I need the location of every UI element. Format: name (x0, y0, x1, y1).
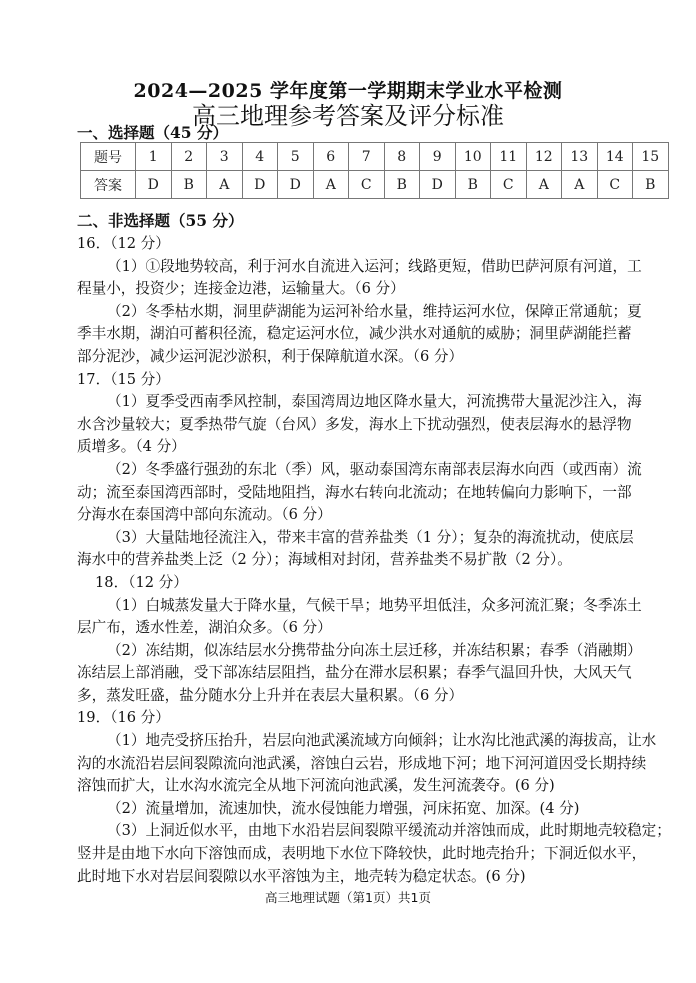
text-line: 18．（12 分） (95, 573, 188, 591)
text-line: （1）白城蒸发量大于降水量，气候干旱；地势平坦低洼，众多河流汇聚；冬季冻土 (107, 596, 642, 614)
answer-paragraph (77, 256, 642, 301)
answer-row (81, 171, 669, 199)
question-heading (77, 369, 623, 392)
question-number-cell: 2 (171, 143, 207, 171)
answer-cell: D (278, 171, 314, 199)
text-line: 此时地下水对岩层间裂隙以水平溶蚀为主，地壳转为稳定状态。(6 分) (77, 867, 526, 885)
text-line: 多，蒸发旺盛，盐分随水分上升并在表层大量积累。（6 分） (77, 686, 464, 704)
answer-cell: B (171, 171, 207, 199)
question-number-cell: 6 (313, 143, 349, 171)
answer-cell: B (384, 171, 420, 199)
text-line: 17．（15 分） (77, 370, 170, 388)
answer-cell: A (313, 171, 349, 199)
question-number-cell: 3 (207, 143, 243, 171)
row-label: 题号 (81, 143, 136, 171)
row-label: 答案 (81, 171, 136, 199)
text-line: 沟的水流沿岩层间裂隙流向池武溪，溶蚀白云岩，形成地下河；地下河河道因受长期持续 (77, 754, 647, 772)
answer-cell: D (136, 171, 172, 199)
question-number-cell: 15 (633, 143, 669, 171)
answer-cell: C (597, 171, 633, 199)
answer-paragraph (77, 301, 642, 369)
question-heading (77, 233, 623, 256)
answer-cell: A (526, 171, 562, 199)
text-line: （1）夏季受西南季风控制，泰国湾周边地区降水量大，河流携带大量泥沙注入，海 (107, 393, 642, 411)
answer-cell: A (207, 171, 243, 199)
answer-cell: C (491, 171, 527, 199)
question-number-cell: 11 (491, 143, 527, 171)
question-number-cell: 7 (349, 143, 385, 171)
question-number-row (81, 143, 669, 171)
answer-paragraph (77, 730, 657, 798)
answer-body (77, 233, 671, 888)
text-line: （2）流量增加，流速加快，流水侵蚀能力增强，河床拓宽、加深。(4 分) (107, 799, 580, 817)
answer-cell: C (349, 171, 385, 199)
text-line: 竖井是由地下水向下溶蚀而成，表明地下水位下降较快，此时地壳抬升；下洞近似水平， (77, 845, 647, 863)
question-number-cell: 10 (455, 143, 491, 171)
answer-table (80, 142, 669, 199)
text-line: 海水中的营养盐类上泛（2 分）；海域相对封闭，营养盐类不易扩散（2 分）。 (77, 551, 572, 569)
text-line: 溶蚀而扩大，让水沟水流完全从地下河流向池武溪，发生河流袭夺。(6 分) (77, 777, 555, 795)
answer-cell: D (242, 171, 278, 199)
text-line: （2）冬季枯水期，洞里萨湖能为运河补给水量，维持运河水位，保障正常通航；夏 (107, 302, 642, 320)
document-subtitle: 高三地理参考答案及评分标准 (192, 102, 504, 130)
text-line: 层广布，透水性差，湖泊众多。（6 分） (77, 619, 332, 637)
answer-cell: B (633, 171, 669, 199)
question-number-cell: 9 (420, 143, 456, 171)
text-line: 部分泥沙，减少运河泥沙淤积，利于保障航道水深。（6 分） (77, 347, 464, 365)
answer-paragraph (77, 459, 642, 527)
question-number-cell: 5 (278, 143, 314, 171)
question-heading (77, 572, 623, 595)
text-line: 质增多。（4 分） (77, 438, 186, 456)
question-number-cell: 12 (526, 143, 562, 171)
answer-paragraph (77, 527, 634, 572)
text-line: 程量小，投资少；连接金边港，运输量大。（6 分） (77, 280, 405, 298)
text-line: （2）冬季盛行强劲的东北（季）风，驱动泰国湾东南部表层海水向西（或西南）流 (107, 460, 642, 478)
section-heading-choice: 一、选择题（45 分） (77, 123, 228, 142)
document-title: 2024—2025 学年度第一学期期末学业水平检测 (133, 80, 563, 102)
text-line: 冻结层上部消融，受下部冻结层阻挡，盐分在滞水层积累；春季气温回升快，大风天气 (77, 664, 632, 682)
question-number-cell: 1 (136, 143, 172, 171)
text-line: 16．（12 分） (77, 235, 170, 252)
answer-cell: B (455, 171, 491, 199)
text-line: 动；流至泰国湾西部时，受陆地阻挡，海水右转向北流动；在地转偏向力影响下，一部 (77, 483, 632, 501)
answer-paragraph (77, 640, 642, 708)
question-number-cell: 13 (562, 143, 598, 171)
text-line: （1）①段地势较高，利于河水自流进入运河；线路更短，借助巴萨河原有河道，工 (107, 257, 642, 275)
section-heading-nonchoice: 二、非选择题（55 分） (77, 211, 244, 230)
text-line: 水含沙量较大；夏季热带气旋（台风）多发，海水上下扰动强烈，使表层海水的悬浮物 (77, 415, 632, 433)
text-line: （3）上洞近似水平，由地下水沿岩层间裂隙平缓流动并溶蚀而成，此时期地壳较稳定； (107, 822, 671, 840)
answer-cell: A (562, 171, 598, 199)
question-number-cell: 14 (597, 143, 633, 171)
answer-paragraph (77, 595, 642, 640)
text-line: 19．（16 分） (77, 709, 170, 727)
question-number-cell: 4 (242, 143, 278, 171)
text-line: （2）冻结期，似冻结层水分携带盐分向冻土层迁移，并冻结积累；春季（消融期） (107, 641, 642, 659)
question-heading (77, 707, 623, 730)
answer-paragraph (77, 820, 671, 888)
answer-paragraph (77, 798, 623, 821)
text-line: （3）大量陆地径流注入，带来丰富的营养盐类（1 分）；复杂的海流扰动，使底层 (107, 528, 634, 546)
answer-cell: D (420, 171, 456, 199)
text-line: 分海水在泰国湾中部向东流动。（6 分） (77, 506, 332, 524)
page-footer: 高三地理试题（第1页）共1页 (265, 890, 431, 905)
answer-paragraph (77, 391, 642, 459)
question-number-cell: 8 (384, 143, 420, 171)
text-line: 季丰水期，湖泊可蓄积径流，稳定运河水位，减少洪水对通航的威胁；洞里萨湖能拦蓄 (77, 325, 632, 343)
text-line: （1）地壳受挤压抬升，岩层向池武溪流域方向倾斜；让水沟比池武溪的海拔高，让水 (107, 732, 657, 750)
